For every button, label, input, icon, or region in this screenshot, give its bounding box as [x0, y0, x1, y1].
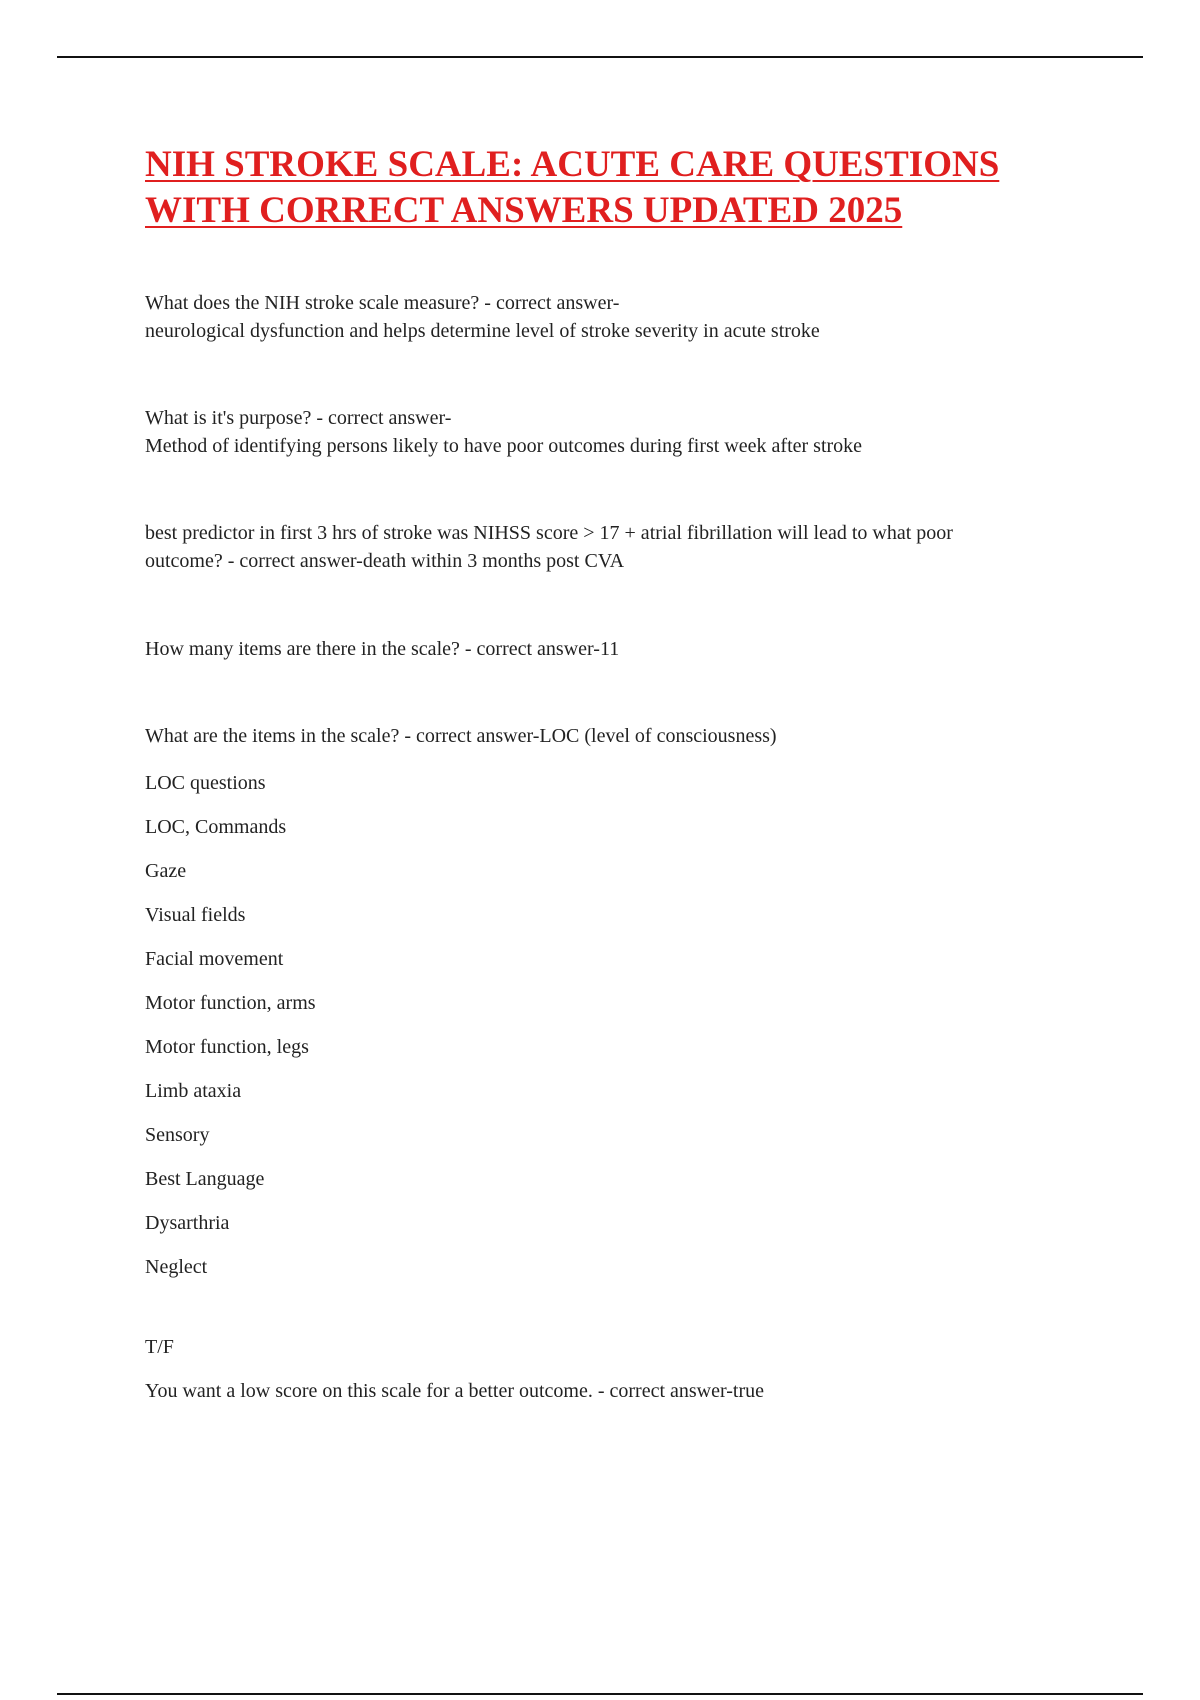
- qa-block-purpose: [145, 404, 1085, 460]
- answer-text: neurological dysfunction and helps determine level of stroke severity in acute stroke: [145, 320, 820, 342]
- list-item: Motor function, legs: [145, 1036, 309, 1058]
- title-line-1: NIH STROKE SCALE: ACUTE CARE QUESTIONS: [145, 144, 1000, 185]
- list-item: Visual fields: [145, 904, 246, 926]
- qa-block-items: [145, 722, 1085, 750]
- list-item: Dysarthria: [145, 1212, 230, 1234]
- qa-block-item-count: [145, 635, 1085, 663]
- question-text: best predictor in first 3 hrs of stroke was NIHSS score > 17 + atrial fibrillation will lead to what poor: [145, 522, 953, 544]
- answer-text: outcome? - correct answer-death within 3 months post CVA: [145, 550, 625, 572]
- question-text: What is it's purpose? - correct answer-: [145, 407, 452, 429]
- answer-text: Method of identifying persons likely to have poor outcomes during first week after stroke: [145, 435, 863, 457]
- tf-question: You want a low score on this scale for a better outcome. - correct answer-true: [145, 1380, 765, 1402]
- qa-block-predictor: [145, 519, 1085, 575]
- question-text: How many items are there in the scale? - correct answer-11: [145, 638, 620, 660]
- list-item: LOC, Commands: [145, 816, 287, 838]
- list-item: Motor function, arms: [145, 992, 316, 1014]
- question-text: What does the NIH stroke scale measure? - correct answer-: [145, 292, 620, 314]
- list-item: Facial movement: [145, 948, 284, 970]
- question-text: What are the items in the scale? - correct answer-LOC (level of consciousness): [145, 725, 777, 747]
- list-item: Neglect: [145, 1256, 208, 1278]
- qa-block-measure: [145, 289, 1085, 345]
- list-item: Sensory: [145, 1124, 210, 1146]
- scale-items-list: [145, 761, 316, 1289]
- list-item: Limb ataxia: [145, 1080, 242, 1102]
- top-rule: [57, 56, 1143, 58]
- list-item: LOC questions: [145, 772, 266, 794]
- list-item: Best Language: [145, 1168, 265, 1190]
- document-title: [145, 142, 1105, 234]
- bottom-rule: [57, 1693, 1143, 1695]
- list-item: Gaze: [145, 860, 187, 882]
- tf-label: T/F: [145, 1336, 174, 1358]
- title-line-2: WITH CORRECT ANSWERS UPDATED 2025: [145, 190, 903, 231]
